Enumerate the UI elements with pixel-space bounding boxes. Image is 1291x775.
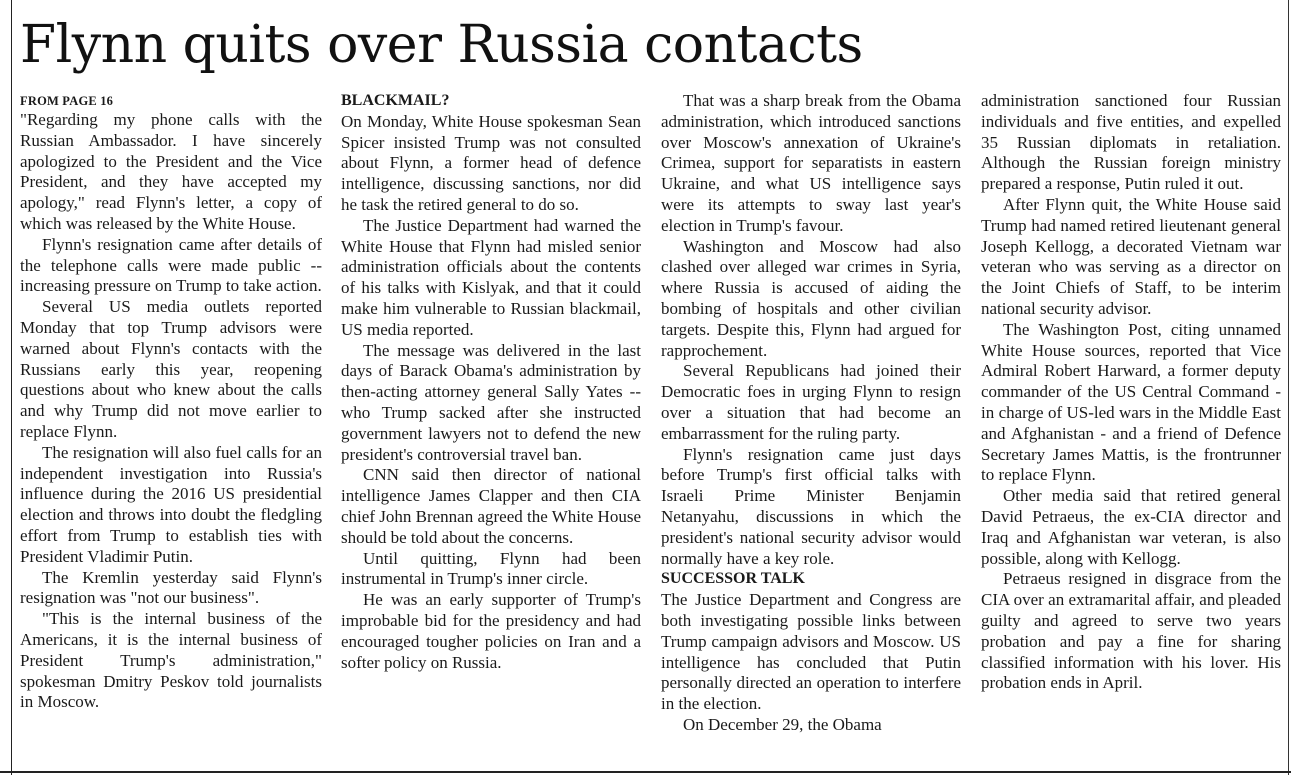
- paragraph: On December 29, the Obama: [683, 714, 882, 734]
- paragraph: The Washington Post, citing unnamed White House sources, reported that Vice Admiral Robert Harward, a former deputy commander of the US Central Command - in charge of US-led wars in the Middle East and Afghanistan - and a friend of Defence Secretary James Mattis, is the frontrunner to replace Flynn.: [981, 319, 1281, 485]
- article-column-2: [341, 91, 641, 771]
- left-page-rule: [11, 0, 12, 775]
- paragraph: Flynn's resignation came just days before Trump's first official talks with Israeli Prime Minister Benjamin Netanyahu, discussions in which the president's national security advisor would normally have a key role.: [661, 444, 961, 568]
- article-column-3: [661, 91, 961, 771]
- paragraph: "Regarding my phone calls with the Russian Ambassador. I have sincerely apologized to the President and the Vice President, and they have accepted my apology," read Flynn's letter, a copy of which was released by the White House.: [20, 110, 322, 233]
- paragraph: Flynn's resignation came after details of the telephone calls were made public -- increasing pressure on Trump to take action.: [20, 234, 322, 296]
- right-page-rule: [1288, 0, 1289, 775]
- paragraph: Several US media outlets reported Monday that top Trump advisors were warned about Flynn's contacts with the Russians early this year, reopening questions about who knew about the calls and why Trump did not move earlier to replace Flynn.: [20, 297, 322, 441]
- subhead-successor-talk: SUCCESSOR TALK: [661, 570, 805, 588]
- paragraph: After Flynn quit, the White House said Trump had named retired lieutenant general Joseph Kellogg, a decorated Vietnam war veteran who was serving as a director on the Joint Chiefs of Staff, to be interim national security advisor.: [981, 194, 1281, 318]
- paragraph: That was a sharp break from the Obama administration, which introduced sanctions over Moscow's annexation of Ukraine's Crimea, support for separatists in eastern Ukraine, and what US intelligence says were its attempts to sway last year's election in Trump's favour.: [661, 91, 961, 235]
- headline: Flynn quits over Russia contacts: [20, 15, 863, 75]
- paragraph: administration sanctioned four Russian individuals and five entities, and expelled 35 Russian diplomats in retaliation. Although the Russian foreign ministry prepared a response, Putin ruled it out.: [981, 91, 1281, 194]
- paragraph: Petraeus resigned in disgrace from the CIA over an extramarital affair, and pleaded guilty and agreed to serve two years probation and pay a fine for sharing classified information with his lover. His probation ends in April.: [981, 569, 1281, 693]
- paragraph: The Kremlin yesterday said Flynn's resignation was "not our business".: [20, 567, 322, 608]
- paragraph: The Justice Department and Congress are both investigating possible links between Trump campaign advisors and Moscow. US intelligence has concluded that Putin personally directed an operation to interfere in the election.: [661, 590, 961, 714]
- subhead-blackmail: BLACKMAIL?: [341, 92, 450, 109]
- paragraph: Until quitting, Flynn had been instrumental in Trump's inner circle.: [341, 548, 641, 589]
- article-column-4: [981, 91, 1281, 771]
- paragraph: CNN said then director of national intelligence James Clapper and then CIA chief John Brennan agreed the White House should be told about the concerns.: [341, 465, 641, 547]
- article-column-1: [20, 91, 322, 771]
- paragraph: The message was delivered in the last days of Barack Obama's administration by then-acting attorney general Sally Yates -- who Trump sacked after she instructed government lawyers not to defend the new president's controversial travel ban.: [341, 340, 641, 464]
- paragraph: Other media said that retired general David Petraeus, the ex-CIA director and Iraq and Afghanistan war veteran, is also possible, along with Kellogg.: [981, 486, 1281, 568]
- paragraph: The resignation will also fuel calls for an independent investigation into Russia's influence during the 2016 US presidential election and throws into doubt the fledgling effort from Trump to establish ties with President Vladimir Putin.: [20, 442, 322, 566]
- continued-from-kicker: FROM PAGE 16: [20, 94, 114, 108]
- paragraph: The Justice Department had warned the White House that Flynn had misled senior administration officials about the contents of his talks with Kislyak, and that it could make him vulnerable to Russian blackmail, US media reported.: [341, 215, 641, 339]
- bottom-page-rule: [0, 771, 1291, 773]
- paragraph: On Monday, White House spokesman Sean Spicer insisted Trump was not consulted about Flynn, a former head of defence intelligence, discussing sanctions, nor did he task the retired general to do so.: [341, 111, 641, 214]
- paragraph: "This is the internal business of the Americans, it is the internal business of President Trump's administration," spokesman Dmitry Peskov told journalists in Moscow.: [20, 609, 322, 712]
- paragraph: Several Republicans had joined their Democratic foes in urging Flynn to resign over a situation that had become an embarrassment for the ruling party.: [661, 361, 961, 443]
- paragraph: He was an early supporter of Trump's improbable bid for the presidency and had encouraged tougher policies on Iran and a softer policy on Russia.: [341, 590, 641, 672]
- paragraph: Washington and Moscow had also clashed over alleged war crimes in Syria, where Russia is accused of aiding the bombing of hospitals and other civilian targets. Despite this, Flynn had argued for rapprochement.: [661, 236, 961, 360]
